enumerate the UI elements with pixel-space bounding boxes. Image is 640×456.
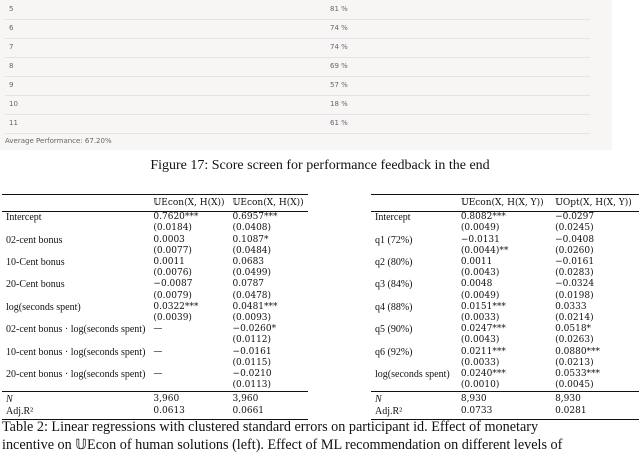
round-number: 7 [9,43,14,51]
table-caption-line1: Table 2: Linear regressions with clustered standard errors on participant id. Effect of monetary [2,419,539,435]
score-row [5,76,590,96]
se-spacer [371,268,457,279]
stat-row [2,392,308,406]
coef-col1: 0.0048 [460,279,493,290]
coef-row [2,235,308,246]
se-row [2,335,308,346]
se-col1 [149,358,228,369]
se-row [2,223,308,234]
se-spacer [2,291,149,302]
table-caption [2,418,640,454]
row-label: 02-cent bonus · log(seconds spent) [6,324,146,336]
se-spacer [2,313,149,324]
coef-col2: −0.0297 [555,212,595,223]
coef-row [371,235,639,246]
se-col2: (0.0112) [232,335,272,346]
coef-row [371,302,639,313]
se-col2: (0.0113) [232,380,272,391]
se-col2: (0.0115) [232,357,272,368]
stat-label: Adj.R² [6,405,34,417]
row-label: Intercept [375,212,411,224]
se-spacer [2,358,149,369]
se-col2: (0.0214) [555,313,594,324]
coef-col1: — [153,369,163,380]
se-col2: (0.0263) [555,335,594,346]
round-performance: 74 % [330,43,348,51]
stat-label: Adj.R² [375,405,403,417]
se-col1 [149,380,228,392]
stat-col1: 0.0613 [153,405,185,416]
se-row [2,380,308,392]
coef-row [2,257,308,268]
row-label: q5 (90%) [375,324,413,336]
stat-col1: 0.0733 [460,405,493,416]
row-label: q2 (80%) [375,257,413,269]
stat-col2: 0.0661 [232,405,265,416]
score-row [5,19,590,39]
se-col1: (0.0049) [460,223,500,234]
se-col2: (0.0408) [232,223,272,234]
header-col2: 𝕌Opt(X, H(X, Y)) [555,198,632,208]
se-row [2,358,308,369]
se-spacer [371,313,457,324]
round-number: 11 [9,119,18,127]
header-col1: 𝕌Econ(X, H(X)) [153,198,225,208]
stat-col1: 8,930 [460,394,487,405]
coef-col1: — [153,346,163,357]
score-row [5,38,590,58]
coef-row [2,302,308,313]
se-row [2,313,308,324]
se-col1: (0.0043) [460,268,500,279]
score-row [5,0,590,20]
coef-col2: −0.0260* [232,324,277,335]
stat-col2: 0.0281 [555,405,587,416]
coef-row [371,212,639,224]
coef-col2: 0.0787 [232,279,265,290]
header-label [2,195,149,212]
round-number: 9 [9,81,14,89]
row-label: q4 (88%) [375,301,413,313]
coef-col1: 0.0211*** [460,346,506,357]
row-label: 10-Cent bonus [6,257,65,269]
coef-row [371,279,639,290]
se-col1: (0.0033) [460,313,500,324]
se-col1: (0.0039) [153,313,192,324]
coef-col1: 0.0011 [460,257,493,268]
round-number: 6 [9,24,14,32]
stat-col1: 3,960 [153,394,180,405]
row-label: q1 (72%) [375,234,413,246]
score-row [5,114,590,134]
round-performance: 81 % [330,5,348,13]
se-row [371,223,639,234]
coef-col2: 0.6957*** [232,212,278,223]
row-label: 10-cent bonus · log(seconds spent) [6,346,146,358]
header-label [371,195,457,212]
se-spacer [371,246,457,257]
se-col1: (0.0184) [153,223,192,234]
se-row [2,268,308,279]
figure-caption: Figure 17: Score screen for performance feedback in the end [150,158,490,173]
average-performance: Average Performance: 67.20% [5,137,112,145]
coef-row [2,369,308,380]
coef-col1: 0.0240*** [460,369,506,380]
se-col2: (0.0484) [232,245,272,256]
coef-col2: −0.0161 [232,346,272,357]
se-col1 [149,335,228,346]
se-row [371,313,639,324]
coef-col2: 0.1087* [232,234,269,245]
round-performance: 61 % [330,119,348,127]
score-screen-screenshot [0,0,612,150]
se-spacer [2,380,149,392]
coef-col2: 0.0333 [555,301,587,312]
se-row [371,268,639,279]
se-col1: (0.0076) [153,268,192,279]
coef-col1: 0.7620*** [153,212,199,223]
coef-col2: −0.0408 [555,234,595,245]
coef-col1: 0.0011 [153,257,185,268]
se-col2: (0.0213) [555,357,594,368]
row-label: q3 (84%) [375,279,413,291]
row-label: log(seconds spent) [375,369,450,381]
se-col2: (0.0093) [232,313,272,324]
se-col2: (0.0198) [555,290,594,301]
se-col2: (0.0499) [232,268,272,279]
row-label: 02-cent bonus [6,234,63,246]
round-number: 5 [9,5,14,13]
se-row [2,246,308,257]
coef-col2: 0.0518* [555,324,592,335]
se-col1: (0.0010) [460,380,500,391]
header-col1: 𝕌Econ(X, H(X, Y)) [460,198,544,208]
coef-col1: 0.0247*** [460,324,506,335]
stat-col2: 3,960 [232,394,259,405]
se-col2: (0.0245) [555,223,594,234]
coef-col1: 0.0003 [153,234,185,245]
coef-col1: — [153,324,163,335]
coef-col1: 0.8082*** [460,212,506,223]
se-col1: (0.0033) [460,357,500,368]
se-spacer [371,223,457,234]
score-row [5,57,590,77]
coef-col1: 0.0151*** [460,301,506,312]
se-col1: (0.0049) [460,290,500,301]
coef-col2: 0.0533*** [555,369,601,380]
coef-row [371,257,639,268]
round-performance: 69 % [330,62,348,70]
row-label: Intercept [6,212,42,224]
se-row [371,291,639,302]
row-label: 20-cent bonus · log(seconds spent) [6,369,146,381]
header-col2: 𝕌Econ(X, H(X)) [232,198,304,208]
coef-col2: 0.0481*** [232,301,278,312]
coef-row [371,347,639,358]
coef-row [2,212,308,224]
coef-row [2,279,308,290]
coef-row [371,369,639,380]
stat-label: N [375,394,382,406]
row-label: log(seconds spent) [6,301,81,313]
se-spacer [371,380,457,392]
coef-col1: −0.0131 [460,234,500,245]
se-row [371,380,639,392]
coef-col2: 0.0683 [232,257,265,268]
se-spacer [2,335,149,346]
se-col2: (0.0283) [555,268,594,279]
coef-row [371,324,639,335]
se-row [371,335,639,346]
se-spacer [371,335,457,346]
stat-row [371,392,639,406]
round-performance: 18 % [330,100,348,108]
row-label: q6 (92%) [375,346,413,358]
round-number: 10 [9,100,18,108]
coef-col2: −0.0210 [232,369,272,380]
se-col2: (0.0260) [555,245,594,256]
se-spacer [371,291,457,302]
regression-table-left [2,194,308,420]
stat-col2: 8,930 [555,394,581,405]
se-spacer [2,223,149,234]
coef-col2: −0.0324 [555,279,595,290]
round-number: 8 [9,62,14,70]
row-label: 20-Cent bonus [6,279,65,291]
coef-row [2,324,308,335]
se-spacer [371,358,457,369]
table-caption-line2: incentive on 𝕌Econ of human solutions (left). Effect of ML recommendation on different levels of [2,437,563,453]
se-spacer [2,268,149,279]
stat-label: N [6,394,13,406]
se-col2: (0.0045) [555,380,594,391]
se-row [371,246,639,257]
se-col1: (0.0079) [153,290,192,301]
regression-table-right [371,194,639,420]
coef-col2: −0.0161 [555,257,595,268]
round-performance: 57 % [330,81,348,89]
coef-row [2,347,308,358]
se-col1: (0.0044)** [460,245,509,256]
coef-col2: 0.0880*** [555,346,601,357]
coef-col1: 0.0322*** [153,301,199,312]
se-col2: (0.0478) [232,290,272,301]
se-row [2,291,308,302]
score-row [5,95,590,115]
se-col1: (0.0077) [153,245,192,256]
se-col1: (0.0043) [460,335,500,346]
round-performance: 74 % [330,24,348,32]
se-spacer [2,246,149,257]
coef-col1: −0.0087 [153,279,193,290]
se-row [371,358,639,369]
